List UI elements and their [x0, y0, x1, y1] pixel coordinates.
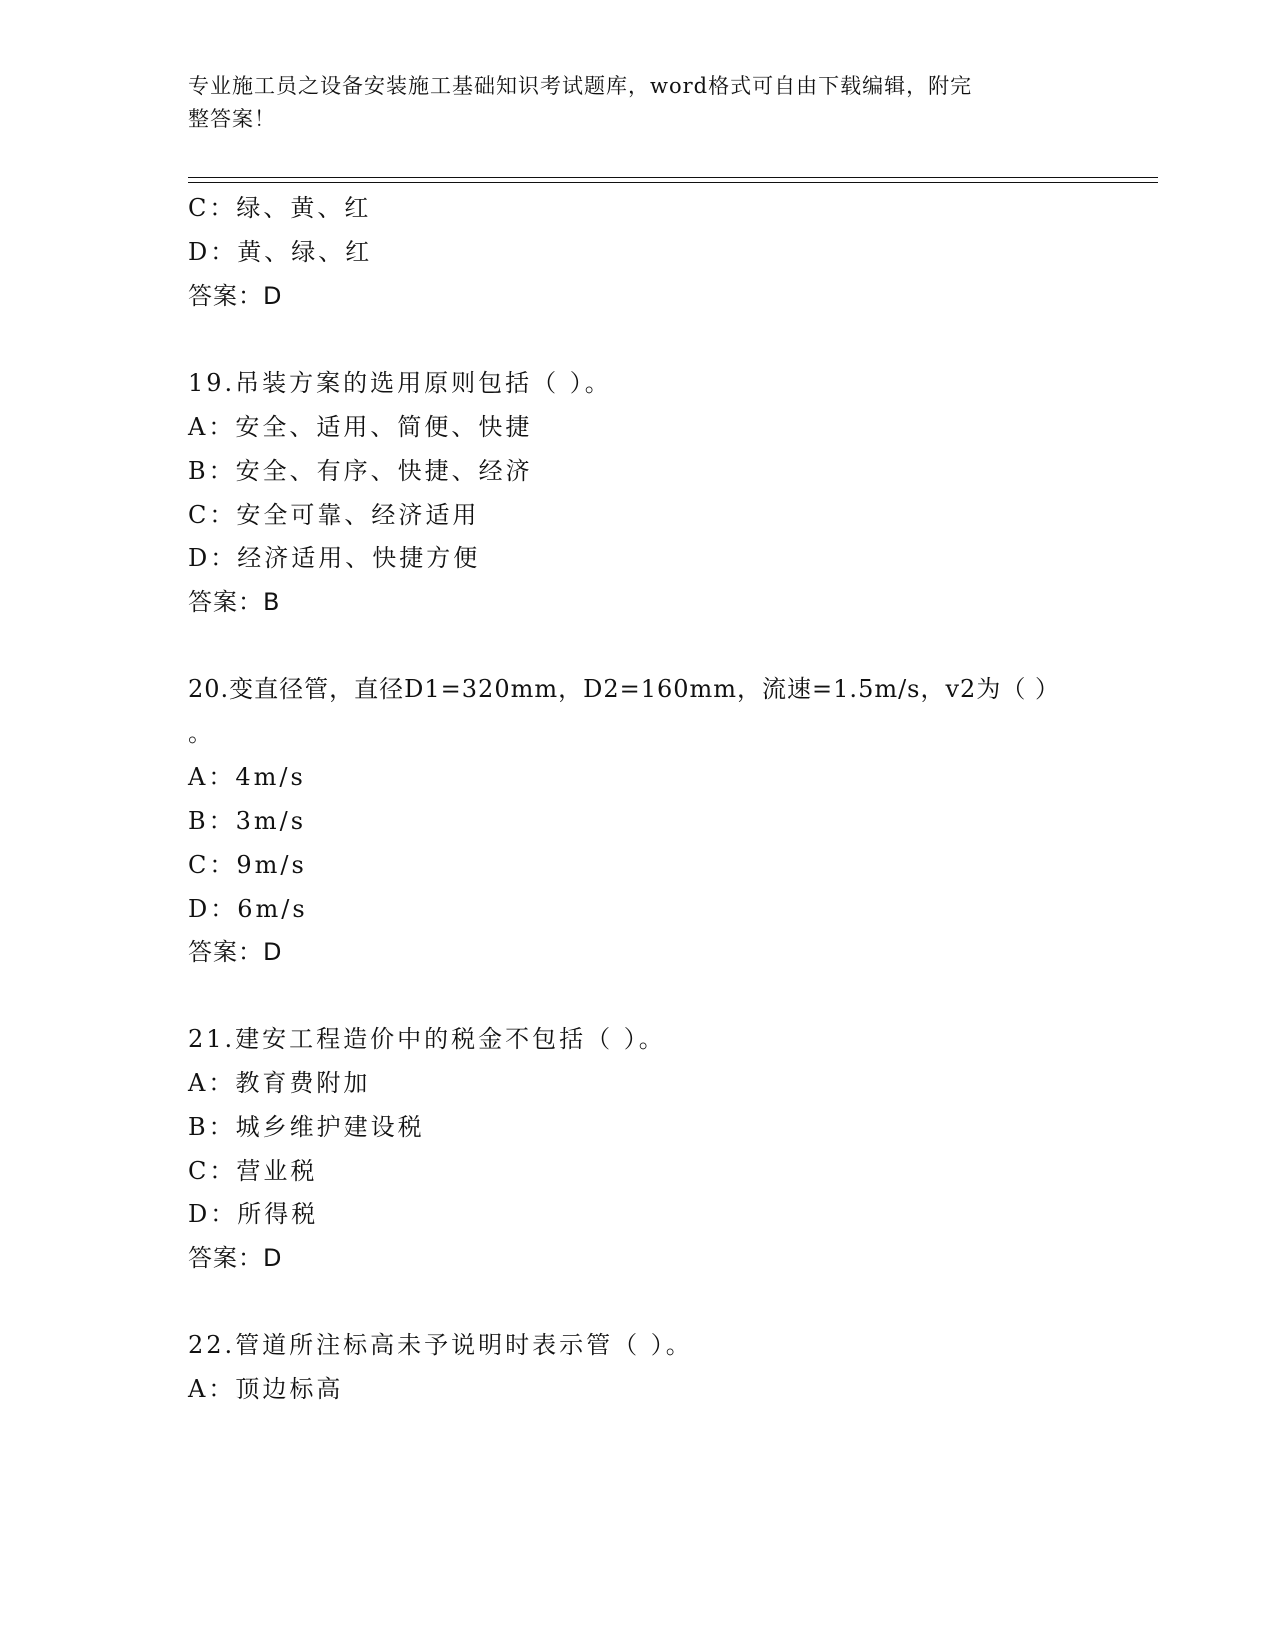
option-c-q18: C：绿、黄、红 — [188, 194, 372, 222]
header-divider-top — [188, 177, 1158, 178]
option-d-q18: D：黄、绿、红 — [188, 238, 373, 266]
answer-q19: 答案：B — [188, 588, 281, 616]
option-a-q19: A：安全、适用、简便、快捷 — [188, 413, 533, 441]
option-b-q21: B：城乡维护建设税 — [188, 1113, 425, 1141]
option-d-q21: D：所得税 — [188, 1200, 319, 1228]
option-c-q21: C：营业税 — [188, 1157, 318, 1185]
answer-q21: 答案：D — [188, 1244, 283, 1272]
option-a-q21: A：教育费附加 — [188, 1069, 371, 1097]
option-d-q19: D：经济适用、快捷方便 — [188, 544, 481, 572]
question-21: 21.建安工程造价中的税金不包括（ ）。 — [188, 1025, 666, 1053]
header-divider-bottom — [188, 182, 1158, 183]
header-line-2: 整答案！ — [188, 107, 276, 131]
question-20: 20.变直径管，直径D1=320mm，D2=160mm，流速=1.5m/s，v2为（ ） — [188, 675, 1060, 703]
option-a-q22: A：顶边标高 — [188, 1375, 344, 1403]
option-b-q19: B：安全、有序、快捷、经济 — [188, 457, 533, 485]
answer-q18: 答案：D — [188, 282, 283, 310]
option-c-q19: C：安全可靠、经济适用 — [188, 501, 480, 529]
document-header — [188, 70, 1068, 136]
question-22: 22.管道所注标高未予说明时表示管（ ）。 — [188, 1331, 693, 1359]
option-b-q20: B：3m/s — [188, 807, 307, 835]
answer-q20: 答案：D — [188, 938, 283, 966]
question-20-continuation: 。 — [188, 719, 215, 747]
option-a-q20: A：4m/s — [188, 763, 306, 791]
header-line-1: 专业施工员之设备安装施工基础知识考试题库，word格式可自由下载编辑，附完 — [188, 74, 973, 98]
option-d-q20: D：6m/s — [188, 895, 308, 923]
option-c-q20: C：9m/s — [188, 851, 307, 879]
question-19: 19.吊装方案的选用原则包括（ ）。 — [188, 369, 612, 397]
